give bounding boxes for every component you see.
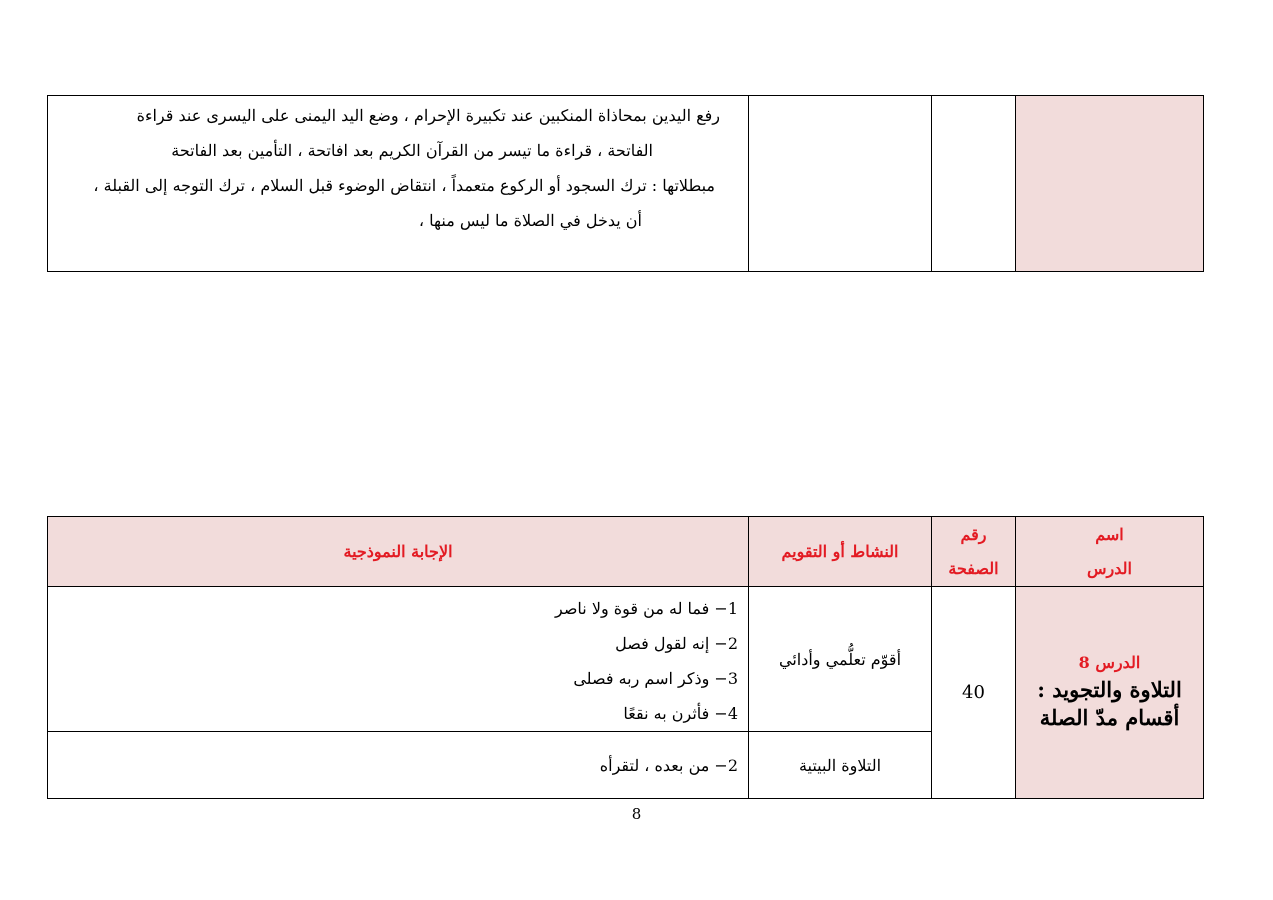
page-number: 8: [631, 805, 642, 823]
lesson-cell-empty: [1016, 96, 1204, 272]
list-item: 3− وذكر اسم ربه فصلى: [573, 669, 738, 688]
list-item: 2− إنه لقول فصل: [615, 634, 738, 653]
lesson-table: [47, 516, 1204, 799]
answer-line: أن يدخل في الصلاة ما ليس منها ،: [418, 211, 642, 230]
answer-line: الفاتحة ، قراءة ما تيسر من القرآن الكريم بعد افاتحة ، التأمين بعد الفاتحة: [171, 141, 653, 160]
lesson-title-line1: التلاوة والتجويد :: [1037, 677, 1182, 702]
lesson-number: الدرس 8: [1078, 653, 1141, 672]
list-item: 4− فأثرن به نقعًا: [623, 704, 738, 723]
activity-cell: التلاوة البيتية: [749, 732, 932, 799]
answer-cell: [48, 96, 749, 272]
activity-cell: أقوّم تعلُّمي وأدائي: [749, 587, 932, 732]
page-number-cell: 40: [932, 587, 1016, 799]
header-page-number: رقم الصفحة: [932, 517, 1016, 587]
table-row: [48, 96, 1204, 272]
list-item: 1− فما له من قوة ولا ناصر: [555, 599, 738, 618]
header-activity: النشاط أو التقويم: [749, 517, 932, 587]
header-model-answer: الإجابة النموذجية: [48, 517, 749, 587]
answer-line: رفع اليدين بمحاذاة المنكبين عند تكبيرة الإحرام ، وضع اليد اليمنى على اليسرى عند قراءة: [136, 106, 720, 125]
lesson-title-line2: أقسام مدّ الصلة: [1039, 705, 1180, 730]
header-lesson-name: اسم الدرس: [1016, 517, 1204, 587]
continuation-table: [47, 95, 1204, 272]
activity-cell-empty: [749, 96, 932, 272]
answers-cell: [48, 732, 749, 799]
list-item: 2− من بعده ، لتقرأه: [599, 755, 738, 775]
lesson-title-cell: [1016, 587, 1204, 799]
header-row: [48, 517, 1204, 587]
answers-cell: [48, 587, 749, 732]
answer-line: مبطلاتها : ترك السجود أو الركوع متعمداً ، انتقاض الوضوء قبل السلام ، ترك التوجه إلى القبلة ،: [93, 176, 715, 195]
page-cell-empty: [932, 96, 1016, 272]
table-row: [48, 587, 1204, 732]
